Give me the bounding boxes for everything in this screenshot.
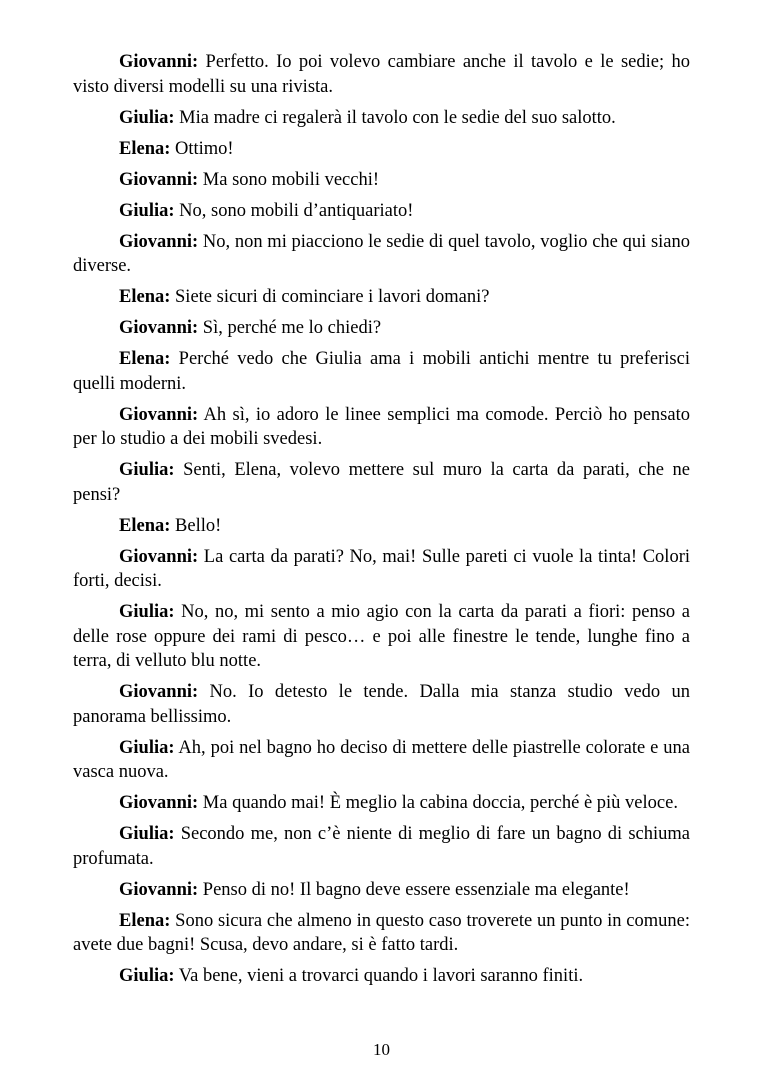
speaker-name: Giovanni: <box>119 682 199 702</box>
line-text: Mia madre ci regalerà il tavolo con le sedie del suo salotto. <box>174 107 616 128</box>
page-number: 10 <box>373 1040 390 1059</box>
dialogue-line <box>73 736 690 785</box>
dialogue-line <box>73 137 690 162</box>
dialogue-line <box>73 822 690 871</box>
line-text: No, non mi piacciono le sedie di quel tavolo, voglio che qui siano diverse. <box>73 231 690 276</box>
dialogue-line <box>73 230 690 279</box>
line-text: Ah sì, io adoro le linee semplici ma comode. Perciò ho pensato per lo studio a dei mobili svedesi. <box>73 404 690 449</box>
speaker-name: Elena: <box>119 910 171 931</box>
line-text: Va bene, vieni a trovarci quando i lavori saranno finiti. <box>174 966 584 986</box>
line-text: Sì, perché me lo chiedi? <box>198 318 382 338</box>
dialogue-line <box>73 909 690 958</box>
line-text: No, no, mi sento a mio agio con la carta da parati a fiori: penso a delle rose oppure dei rami di pesco… e poi alle finestre le tende, lunghe fino a terra, di velluto blu notte. <box>73 602 690 671</box>
dialogue-line <box>73 791 690 816</box>
speaker-name: Giovanni: <box>119 793 199 813</box>
line-text: Ottimo! <box>170 138 234 159</box>
line-text: Secondo me, non c’è niente di meglio di fare un bagno di schiuma profumata. <box>73 824 690 869</box>
speaker-name: Giovanni: <box>119 879 199 900</box>
dialogue-line <box>73 199 690 224</box>
speaker-name: Giovanni: <box>119 231 199 252</box>
speaker-name: Elena: <box>119 515 171 536</box>
line-text: Ah, poi nel bagno ho deciso di mettere delle piastrelle colorate e una vasca nuova. <box>73 737 690 782</box>
speaker-name: Elena: <box>119 138 171 159</box>
speaker-name: Giulia: <box>119 200 175 221</box>
line-text: Senti, Elena, volevo mettere sul muro la carta da parati, che ne pensi? <box>73 460 690 505</box>
line-text: Penso di no! Il bagno deve essere essenziale ma elegante! <box>198 879 630 900</box>
line-text: Perché vedo che Giulia ama i mobili antichi mentre tu preferisci quelli moderni. <box>73 349 690 394</box>
line-text: Ma quando mai! È meglio la cabina doccia, perché è più veloce. <box>198 793 678 813</box>
speaker-name: Giulia: <box>119 602 175 622</box>
dialogue-line <box>73 514 690 539</box>
line-text: Bello! <box>170 515 222 536</box>
speaker-name: Giovanni: <box>119 318 199 338</box>
dialogue-line <box>73 680 690 729</box>
speaker-name: Giulia: <box>119 824 175 844</box>
speaker-name: Giovanni: <box>119 546 199 567</box>
dialogue-line <box>73 545 690 594</box>
speaker-name: Elena: <box>119 349 171 369</box>
speaker-name: Giulia: <box>119 737 175 758</box>
speaker-name: Giulia: <box>119 966 175 986</box>
line-text: Ma sono mobili vecchi! <box>198 169 380 190</box>
dialogue-line <box>73 316 690 341</box>
dialogue-line <box>73 878 690 903</box>
dialogue-line <box>73 600 690 674</box>
speaker-name: Giovanni: <box>119 404 199 425</box>
dialogue-line <box>73 964 690 989</box>
line-text: Perfetto. Io poi volevo cambiare anche il tavolo e le sedie; ho visto diversi modelli su una rivista. <box>73 52 690 97</box>
page-body <box>73 50 690 995</box>
speaker-name: Giulia: <box>119 107 175 128</box>
speaker-name: Elena: <box>119 287 171 307</box>
dialogue-line <box>73 458 690 507</box>
dialogue-line <box>73 403 690 452</box>
line-text: Siete sicuri di cominciare i lavori domani? <box>170 287 490 307</box>
speaker-name: Giovanni: <box>119 52 199 72</box>
dialogue-line <box>73 347 690 396</box>
dialogue-line <box>73 50 690 99</box>
speaker-name: Giulia: <box>119 460 175 480</box>
line-text: No, sono mobili d’antiquariato! <box>174 200 414 221</box>
dialogue-line <box>73 168 690 193</box>
dialogue-line <box>73 106 690 131</box>
line-text: No. Io detesto le tende. Dalla mia stanza studio vedo un panorama bellissimo. <box>73 682 690 727</box>
dialogue-line <box>73 285 690 310</box>
line-text: La carta da parati? No, mai! Sulle pareti ci vuole la tinta! Colori forti, decisi. <box>73 546 690 591</box>
speaker-name: Giovanni: <box>119 169 199 190</box>
line-text: Sono sicura che almeno in questo caso troverete un punto in comune: avete due bagni! Scusa, devo andare, si è fatto tardi. <box>73 910 690 955</box>
